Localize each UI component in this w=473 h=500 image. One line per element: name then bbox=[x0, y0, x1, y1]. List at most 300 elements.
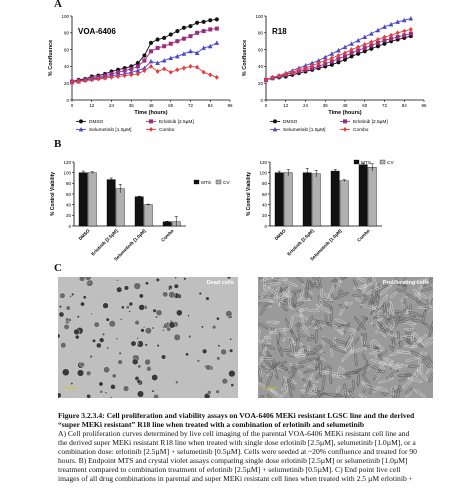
data-point bbox=[195, 31, 199, 35]
cell-shape bbox=[201, 326, 203, 328]
bar bbox=[116, 189, 124, 226]
data-point bbox=[409, 16, 414, 20]
legend-marker bbox=[273, 119, 277, 123]
legend-label: CV bbox=[387, 161, 394, 166]
bar bbox=[163, 222, 171, 226]
cell-shape bbox=[216, 390, 220, 394]
data-point bbox=[376, 28, 381, 32]
cell-shape bbox=[65, 318, 69, 322]
cell-shape bbox=[357, 373, 360, 386]
cell-shape bbox=[326, 393, 344, 398]
legend-swatch bbox=[354, 160, 359, 164]
cell-shape bbox=[314, 366, 326, 381]
cell-shape bbox=[283, 328, 286, 342]
x-tick-label: DMSO bbox=[77, 228, 91, 242]
legend-swatch bbox=[194, 180, 199, 184]
cell-shape bbox=[155, 316, 158, 319]
cell-shape bbox=[317, 320, 329, 325]
growth-chart-r18 bbox=[238, 8, 438, 143]
x-tick-label: 36 bbox=[128, 103, 134, 108]
cell-shape bbox=[146, 366, 151, 371]
data-point bbox=[409, 32, 413, 36]
x-tick-label: 60 bbox=[362, 103, 368, 108]
cell-shape bbox=[120, 318, 122, 320]
cell-shape bbox=[359, 393, 371, 398]
cell-shape bbox=[259, 304, 267, 315]
y-tick-label: 60 bbox=[65, 191, 71, 197]
cell-shape bbox=[339, 301, 348, 316]
data-point bbox=[202, 70, 206, 75]
data-point bbox=[336, 48, 341, 52]
y-tick-label: 100 bbox=[63, 170, 71, 176]
cell-shape bbox=[183, 277, 186, 280]
y-tick-label: 40 bbox=[261, 202, 267, 208]
cell-shape bbox=[58, 393, 61, 398]
cell-shape bbox=[308, 392, 325, 398]
cell-shape bbox=[132, 359, 138, 365]
cell-shape bbox=[289, 315, 294, 330]
data-point bbox=[402, 29, 406, 34]
cell-shape bbox=[389, 345, 396, 352]
legend-label: Erlotinib [2.5µM] bbox=[159, 120, 194, 125]
x-axis-label: Time (hours) bbox=[134, 110, 168, 116]
y-axis-label: % Confluence bbox=[242, 39, 248, 77]
legend-label: Selumetinib [1.0µM] bbox=[283, 128, 326, 133]
data-point bbox=[195, 65, 199, 70]
cell-shape bbox=[316, 299, 322, 309]
data-point bbox=[189, 24, 193, 28]
cell-shape bbox=[75, 335, 79, 339]
cell-shape bbox=[298, 333, 305, 338]
cell-shape bbox=[288, 385, 292, 397]
cell-shape bbox=[371, 277, 378, 289]
y-tick-label: 20 bbox=[65, 213, 71, 219]
cell-shape bbox=[216, 356, 220, 360]
cell-shape bbox=[258, 322, 269, 330]
bar bbox=[340, 181, 348, 226]
cell-shape bbox=[145, 344, 148, 347]
cell-shape bbox=[266, 345, 276, 351]
legend-marker bbox=[149, 119, 153, 123]
data-point bbox=[396, 35, 400, 39]
cell-shape bbox=[118, 360, 123, 365]
cell-shape bbox=[401, 303, 408, 312]
cell-shape bbox=[135, 320, 140, 325]
cell-shape bbox=[139, 304, 145, 310]
cell-shape bbox=[330, 348, 334, 357]
legend-label: Combo bbox=[353, 128, 369, 133]
cell-shape bbox=[390, 291, 398, 298]
y-tick-label: 100 bbox=[255, 13, 263, 19]
y-tick-label: 80 bbox=[65, 181, 71, 187]
cell-shape bbox=[226, 310, 233, 317]
cell-shape bbox=[92, 339, 96, 343]
data-point bbox=[215, 17, 219, 21]
cell-shape bbox=[123, 386, 129, 392]
cell-shape bbox=[325, 299, 333, 301]
cell-shape bbox=[162, 329, 164, 331]
bar bbox=[275, 173, 283, 226]
cell-shape bbox=[175, 277, 177, 279]
micrograph-proliferating-cells bbox=[258, 277, 433, 398]
micrograph-dead-cells bbox=[58, 277, 238, 398]
data-point bbox=[189, 34, 193, 38]
cell-shape bbox=[270, 389, 283, 398]
cell-shape bbox=[77, 315, 80, 318]
y-tick-label: 60 bbox=[261, 191, 267, 197]
cell-shape bbox=[269, 300, 271, 308]
cell-shape bbox=[106, 346, 109, 349]
x-tick-label: 0 bbox=[70, 103, 74, 108]
cell-shape bbox=[309, 310, 320, 312]
cell-shape bbox=[354, 297, 361, 303]
cell-shape bbox=[294, 293, 297, 308]
caption-body: A) Cell proliferation curves determined by live cell imaging of the parental VOA-6406 MEKi resistant cell line and the derived super MEKi resistant R18 line when treated with single dose erlotinib [2.5µM], selumetinib [1.0µM], or a combination dose: erlotinib [2.5µM] + selumetinib [0.5µM]. Cells were seeded at ~20% confluence and treated for 90 hours. B) Endpoint MTS and crystal violet assays comparing single dose erlotinib [2.5µM] or selumetinib [1.0µM] treatment compared to combination treatment of erlotinib [2.5µM] + selumetinib [0.5µM]. C) End point live cell images of all drug combinations in parental and super MEKi resistant cell lines when treated with 2.5 µM erlotinib + bbox=[58, 429, 417, 483]
data-point bbox=[188, 49, 193, 53]
x-tick-label: 96 bbox=[421, 103, 427, 108]
data-point bbox=[369, 31, 374, 35]
cell-shape bbox=[371, 283, 375, 289]
x-axis-label: Time (hours) bbox=[328, 110, 362, 116]
data-point bbox=[409, 27, 413, 32]
cell-shape bbox=[405, 387, 413, 395]
x-tick-label: 48 bbox=[148, 103, 154, 108]
micrograph-tag: Dead cells bbox=[206, 280, 234, 286]
cell-shape bbox=[156, 278, 160, 282]
cell-shape bbox=[315, 357, 320, 371]
x-tick-label: 72 bbox=[381, 103, 388, 108]
cell-shape bbox=[87, 394, 91, 398]
cell-shape bbox=[228, 370, 235, 377]
bar bbox=[303, 173, 311, 226]
data-point bbox=[189, 64, 193, 69]
cell-shape bbox=[206, 297, 210, 301]
cell-shape bbox=[103, 303, 109, 309]
cell-shape bbox=[281, 383, 287, 390]
x-tick-label: 12 bbox=[89, 103, 95, 108]
cell-shape bbox=[202, 349, 207, 354]
x-tick-label: Combo bbox=[160, 228, 175, 243]
data-point bbox=[169, 70, 173, 75]
data-point bbox=[202, 29, 206, 33]
y-tick-label: 0 bbox=[68, 223, 71, 229]
data-point bbox=[142, 53, 146, 57]
scale-bar-label: 400 µm bbox=[64, 385, 78, 390]
cell-shape bbox=[121, 306, 124, 309]
panel-label-a: A bbox=[54, 0, 62, 10]
cell-shape bbox=[77, 370, 84, 377]
cell-shape bbox=[112, 374, 116, 378]
data-point bbox=[136, 64, 140, 68]
cell-shape bbox=[119, 352, 121, 354]
y-tick-label: 100 bbox=[259, 170, 267, 176]
cell-shape bbox=[71, 293, 74, 296]
y-tick-label: 120 bbox=[259, 159, 267, 165]
cell-shape bbox=[385, 392, 396, 398]
y-tick-label: 80 bbox=[63, 30, 69, 36]
cell-shape bbox=[83, 296, 86, 299]
cell-shape bbox=[212, 325, 216, 329]
cell-shape bbox=[197, 359, 200, 362]
cell-shape bbox=[80, 302, 84, 306]
cell-shape bbox=[188, 335, 191, 338]
y-tick-label: 40 bbox=[63, 64, 69, 70]
cell-shape bbox=[139, 294, 144, 299]
data-point bbox=[162, 67, 166, 72]
cell-shape bbox=[145, 327, 152, 334]
cell-shape bbox=[411, 319, 422, 323]
cell-shape bbox=[89, 355, 92, 358]
cell-shape bbox=[334, 393, 340, 398]
legend-label: MTS bbox=[201, 181, 212, 186]
cell-shape bbox=[90, 313, 92, 315]
data-point bbox=[215, 40, 220, 44]
cell-shape bbox=[341, 350, 352, 362]
cell-shape bbox=[110, 397, 112, 398]
x-tick-label: Combo bbox=[356, 228, 371, 243]
x-tick-label: Selumetinib [1.0µM] bbox=[309, 228, 343, 262]
cell-shape bbox=[428, 320, 433, 337]
cell-shape bbox=[137, 337, 139, 339]
data-point bbox=[208, 72, 212, 77]
data-point bbox=[156, 38, 160, 42]
cell-shape bbox=[343, 376, 351, 380]
legend-marker bbox=[149, 127, 153, 132]
cell-shape bbox=[116, 279, 118, 281]
cell-shape bbox=[408, 377, 423, 384]
caption-title: Figure 3.2.3.4: Cell proliferation and viability assays on VOA-6406 MEKi resistant LGSC line and the derived “super MEKi resistant” R18 line when treated with a combination of erlotinib and selumetinib bbox=[58, 411, 415, 429]
y-tick-label: 120 bbox=[63, 159, 71, 165]
y-axis-label: % Control Viability bbox=[50, 171, 56, 217]
cell-shape bbox=[64, 324, 70, 330]
legend-label: CV bbox=[223, 181, 230, 186]
cell-shape bbox=[216, 317, 219, 320]
cell-shape bbox=[206, 365, 212, 371]
cell-shape bbox=[140, 328, 144, 332]
data-point bbox=[396, 30, 400, 35]
cell-shape bbox=[137, 379, 141, 383]
cell-shape bbox=[79, 277, 85, 281]
y-tick-label: 40 bbox=[257, 64, 263, 70]
cell-shape bbox=[389, 301, 394, 316]
cell-shape bbox=[199, 292, 202, 295]
cell-shape bbox=[424, 341, 433, 347]
panel-label-b: B bbox=[54, 138, 62, 150]
cell-shape bbox=[103, 367, 109, 373]
data-point bbox=[208, 18, 212, 22]
x-tick-label: 24 bbox=[302, 103, 309, 108]
bar bbox=[284, 173, 292, 226]
cell-shape bbox=[299, 311, 304, 326]
cell-shape bbox=[207, 390, 211, 394]
data-point bbox=[349, 41, 354, 45]
data-point bbox=[343, 45, 348, 49]
cell-shape bbox=[152, 327, 155, 330]
data-point bbox=[175, 67, 179, 72]
x-tick-label: 0 bbox=[264, 103, 268, 108]
data-point bbox=[156, 46, 160, 50]
cell-shape bbox=[174, 334, 181, 341]
cell-shape bbox=[152, 390, 154, 392]
data-point bbox=[142, 59, 146, 63]
cell-shape bbox=[258, 330, 261, 341]
y-tick-label: 80 bbox=[257, 30, 263, 36]
cell-shape bbox=[161, 355, 166, 360]
legend-marker bbox=[343, 119, 347, 123]
viability-chart-r18 bbox=[240, 150, 430, 268]
cell-shape bbox=[391, 364, 408, 368]
bar bbox=[88, 173, 96, 226]
cell-shape bbox=[131, 341, 136, 346]
x-tick-label: 12 bbox=[283, 103, 289, 108]
legend-swatch bbox=[380, 160, 385, 164]
cell-shape bbox=[361, 316, 368, 321]
cell-shape bbox=[102, 333, 104, 335]
data-point bbox=[149, 64, 153, 69]
data-point bbox=[202, 20, 206, 24]
cell-shape bbox=[129, 310, 131, 312]
legend-label: Combo bbox=[159, 128, 175, 133]
cell-shape bbox=[69, 295, 71, 297]
cell-shape bbox=[162, 292, 168, 298]
cell-shape bbox=[307, 346, 310, 359]
cell-shape bbox=[218, 345, 220, 347]
cell-shape bbox=[348, 388, 354, 392]
x-tick-label: Selumetinib [1.0µM] bbox=[113, 228, 147, 262]
cell-shape bbox=[338, 304, 348, 309]
cell-shape bbox=[222, 378, 228, 384]
cell-shape bbox=[361, 353, 366, 361]
cell-shape bbox=[420, 352, 427, 354]
cell-shape bbox=[372, 370, 382, 380]
cell-shape bbox=[137, 365, 141, 369]
cell-shape bbox=[258, 303, 272, 305]
cell-shape bbox=[301, 314, 309, 320]
cell-shape bbox=[100, 390, 103, 393]
y-tick-label: 20 bbox=[257, 81, 263, 86]
x-tick-label: 84 bbox=[207, 103, 213, 108]
cell-shape bbox=[428, 372, 433, 383]
cell-shape bbox=[399, 340, 403, 347]
cell-shape bbox=[99, 338, 104, 343]
scale-bar-label: 400 µm bbox=[264, 385, 278, 390]
data-point bbox=[182, 37, 186, 41]
cell-shape bbox=[168, 288, 170, 290]
cell-shape bbox=[74, 329, 80, 335]
y-tick-label: 0 bbox=[66, 97, 69, 103]
cell-shape bbox=[175, 381, 178, 384]
y-tick-label: 0 bbox=[264, 223, 267, 229]
cell-shape bbox=[386, 332, 398, 337]
cell-shape bbox=[80, 362, 85, 367]
data-point bbox=[195, 21, 199, 25]
data-point bbox=[162, 44, 166, 48]
cell-shape bbox=[357, 283, 373, 290]
data-point bbox=[175, 29, 179, 33]
cell-shape bbox=[284, 337, 293, 341]
x-tick-label: 72 bbox=[187, 103, 194, 108]
legend-swatch bbox=[216, 180, 221, 184]
cell-shape bbox=[229, 349, 233, 353]
cell-shape bbox=[321, 374, 325, 391]
figure-caption bbox=[58, 411, 418, 483]
cell-shape bbox=[110, 384, 115, 389]
cell-shape bbox=[350, 330, 357, 338]
x-tick-label: 24 bbox=[108, 103, 115, 108]
cell-shape bbox=[59, 312, 64, 317]
data-point bbox=[175, 39, 179, 43]
cell-shape bbox=[275, 328, 289, 332]
cell-shape bbox=[106, 318, 110, 322]
x-tick-label: DMSO bbox=[273, 228, 287, 242]
cell-shape bbox=[352, 294, 361, 297]
cell-shape bbox=[258, 369, 262, 383]
cell-shape bbox=[167, 322, 169, 324]
data-point bbox=[156, 69, 160, 74]
bar bbox=[359, 165, 367, 226]
cell-shape bbox=[335, 318, 346, 324]
cell-shape bbox=[94, 322, 100, 328]
data-point bbox=[356, 38, 361, 42]
cell-shape bbox=[276, 341, 283, 357]
data-point bbox=[149, 41, 153, 45]
cell-shape bbox=[307, 338, 315, 341]
cell-shape bbox=[116, 338, 118, 340]
data-point bbox=[330, 51, 335, 55]
cell-shape bbox=[298, 371, 303, 379]
cell-shape bbox=[285, 318, 294, 334]
cell-shape bbox=[59, 305, 62, 308]
cell-shape bbox=[176, 310, 182, 316]
data-point bbox=[162, 36, 166, 40]
cell-shape bbox=[169, 322, 175, 328]
bar bbox=[107, 180, 115, 226]
y-tick-label: 20 bbox=[261, 213, 267, 219]
legend-label: MTS bbox=[361, 161, 372, 166]
cell-shape bbox=[169, 291, 176, 298]
cell-shape bbox=[116, 287, 122, 293]
data-point bbox=[182, 26, 186, 30]
cell-shape bbox=[394, 311, 402, 313]
data-point bbox=[215, 27, 219, 31]
cell-shape bbox=[129, 302, 133, 306]
bar bbox=[312, 174, 320, 226]
cell-shape bbox=[124, 286, 129, 291]
cell-shape bbox=[137, 342, 139, 344]
chart-title: R18 bbox=[272, 27, 287, 36]
bar bbox=[135, 197, 143, 226]
cell-shape bbox=[298, 357, 315, 365]
x-tick-label: 84 bbox=[401, 103, 407, 108]
cell-shape bbox=[398, 374, 412, 377]
cell-shape bbox=[230, 338, 232, 340]
cell-shape bbox=[109, 320, 116, 327]
bar bbox=[79, 173, 87, 226]
cell-shape bbox=[58, 334, 60, 338]
cell-shape bbox=[267, 321, 280, 324]
cell-shape bbox=[187, 315, 189, 317]
cell-shape bbox=[153, 394, 158, 398]
cell-shape bbox=[330, 308, 333, 322]
cell-shape bbox=[396, 288, 406, 292]
cell-shape bbox=[379, 345, 385, 352]
cell-shape bbox=[143, 326, 145, 328]
data-point bbox=[169, 32, 173, 36]
x-tick-label: Erlotinib [2.5µM] bbox=[90, 228, 119, 257]
legend-label: Erlotinib [2.5µM] bbox=[353, 120, 388, 125]
y-tick-label: 60 bbox=[63, 47, 69, 53]
cell-shape bbox=[271, 324, 275, 330]
